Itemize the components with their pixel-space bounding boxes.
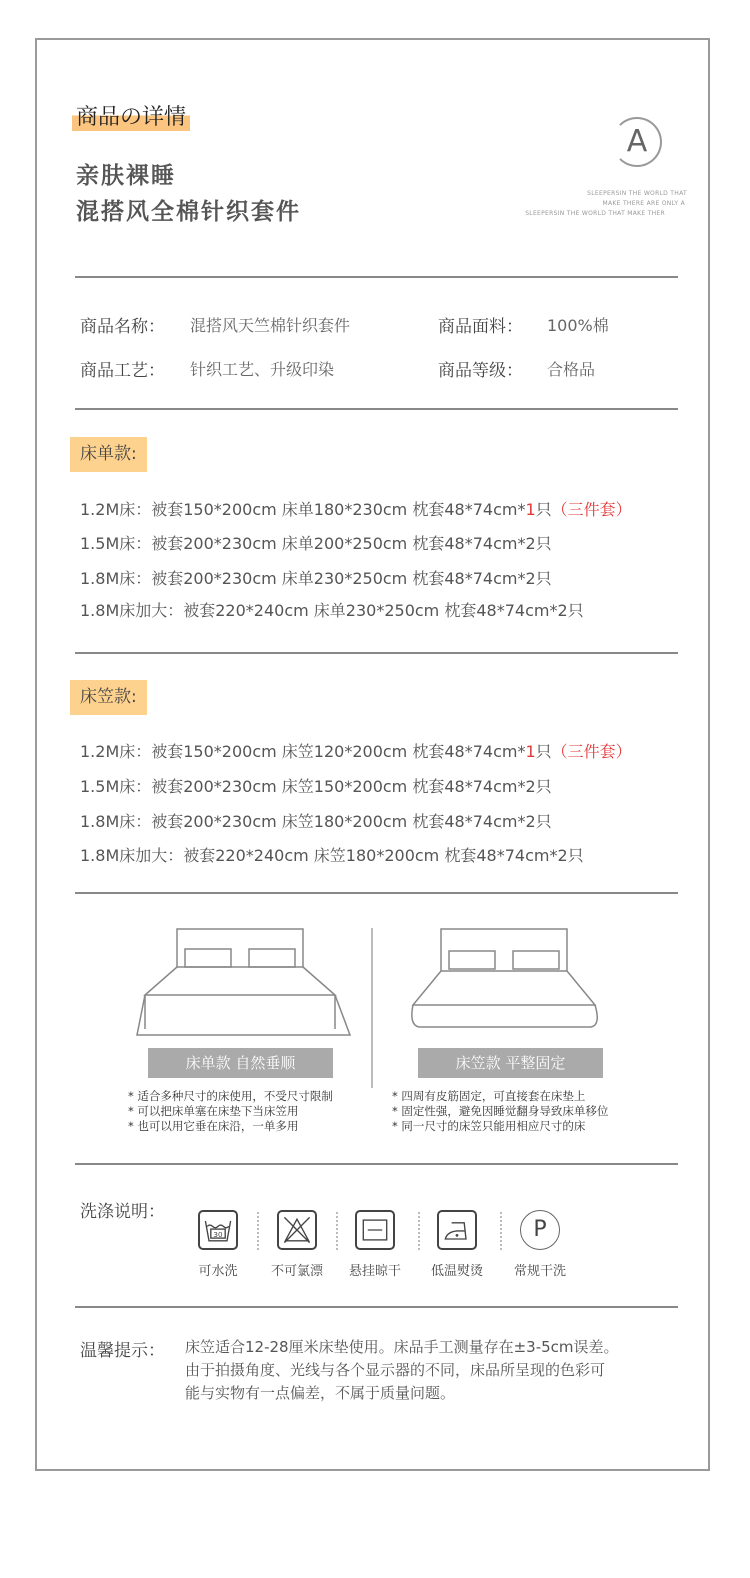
subtitle-1: 亲肤裸睡 — [76, 163, 176, 189]
flat-sheet-bed-illustration — [125, 925, 355, 1050]
feature-note: * 同一尺寸的床笠只能用相应尺寸的床 — [392, 1119, 586, 1133]
temperature-text: 30 — [213, 1229, 223, 1239]
divider — [75, 1163, 678, 1165]
row-unit: 只 — [535, 742, 552, 761]
row-unit: 只 — [535, 500, 552, 519]
separator — [418, 1212, 420, 1250]
fitted-sheet-label: 床笠款 平整固定 — [418, 1048, 603, 1078]
wash-item-label: 低温熨烫 — [430, 1264, 483, 1279]
row-count: 1 — [525, 500, 536, 519]
tagline-1: SLEEPERSIN THE WORLD THAT — [587, 190, 687, 197]
divider — [75, 1306, 678, 1308]
name-value: 混搭风天竺棉针织套件 — [190, 316, 351, 335]
brand-logo: A — [612, 117, 662, 167]
wash-item-label: 悬挂晾干 — [348, 1264, 401, 1279]
divider — [75, 892, 678, 894]
size-row — [80, 497, 632, 520]
size-row: 1.5M床：被套200*230cm 床笠150*200cm 枕套48*74cm*2只 — [80, 777, 552, 796]
wash-30-icon — [198, 1210, 238, 1250]
name-label: 商品名称： — [80, 317, 165, 337]
size-row: 1.8M床加大：被套220*240cm 床单230*250cm 枕套48*74cm*2只 — [80, 601, 584, 620]
row-text: 1.2M床：被套150*200cm 床笠120*200cm 枕套48*74cm* — [80, 742, 526, 761]
flat-sheet-label: 床单款 自然垂顺 — [148, 1048, 333, 1078]
feature-note: * 固定性强，避免因睡觉翻身导致床单移位 — [392, 1104, 609, 1118]
grade-label: 商品等级： — [438, 361, 523, 381]
wash-item-label: 常规干洗 — [513, 1264, 566, 1279]
dry-clean-icon: P — [520, 1210, 560, 1250]
subtitle-2: 混搭风全棉针织套件 — [76, 199, 301, 225]
size-row: 1.8M床加大：被套220*240cm 床笠180*200cm 枕套48*74cm*2只 — [80, 846, 584, 865]
separator — [257, 1212, 259, 1250]
feature-note: * 四周有皮筋固定，可直接套在床垫上 — [392, 1089, 586, 1103]
no-bleach-icon — [277, 1210, 317, 1250]
row-set-note: （三件套） — [551, 500, 632, 519]
fabric-value: 100%棉 — [547, 316, 609, 335]
divider — [75, 276, 678, 278]
row-count: 1 — [525, 742, 536, 761]
tagline-3: SLEEPERSIN THE WORLD THAT MAKE THER — [525, 210, 665, 217]
craft-label: 商品工艺： — [80, 361, 165, 381]
tip-line: 由于拍摄角度、光线与各个显示器的不同，床品所呈现的色彩可 — [185, 1361, 606, 1379]
feature-note: * 可以把床单塞在床垫下当床笠用 — [128, 1104, 299, 1118]
fitted-sheet-bed-illustration — [405, 925, 605, 1035]
tip-line: 能与实物有一点偏差，不属于质量问题。 — [185, 1384, 456, 1402]
row-text: 1.2M床：被套150*200cm 床单180*230cm 枕套48*74cm* — [80, 500, 526, 519]
craft-value: 针织工艺、升级印染 — [190, 360, 335, 379]
wash-label: 洗涤说明： — [80, 1202, 165, 1222]
divider — [75, 652, 678, 654]
separator — [500, 1212, 502, 1250]
wash-item-label: 不可氯漂 — [270, 1264, 323, 1279]
tip-line: 床笠适合12-28厘米床垫使用。床品手工测量存在±3-5cm误差。 — [185, 1338, 619, 1356]
separator — [336, 1212, 338, 1250]
size-row: 1.8M床：被套200*230cm 床单230*250cm 枕套48*74cm*2只 — [80, 569, 552, 588]
wash-item-label: 可水洗 — [198, 1264, 238, 1279]
size-row: 1.5M床：被套200*230cm 床单200*250cm 枕套48*74cm*2只 — [80, 534, 552, 553]
low-iron-icon — [437, 1210, 477, 1250]
hang-dry-icon — [355, 1210, 395, 1250]
page-title: 商品の详情 — [72, 100, 190, 131]
column-divider — [371, 928, 373, 1088]
fitted-heading: 床笠款: — [70, 680, 147, 715]
fabric-label: 商品面料： — [438, 317, 523, 337]
feature-note: * 也可以用它垂在床沿，一单多用 — [128, 1119, 299, 1133]
row-set-note: （三件套） — [551, 742, 632, 761]
size-row — [80, 739, 632, 762]
grade-value: 合格品 — [547, 360, 596, 379]
feature-note: * 适合多种尺寸的床使用，不受尺寸限制 — [128, 1089, 333, 1103]
divider — [75, 408, 678, 410]
sheet-heading: 床单款: — [70, 437, 147, 472]
tagline-2: MAKE THERE ARE ONLY A — [602, 200, 685, 207]
size-row: 1.8M床：被套200*230cm 床笠180*200cm 枕套48*74cm*2只 — [80, 812, 552, 831]
tips-label: 温馨提示： — [80, 1341, 165, 1361]
